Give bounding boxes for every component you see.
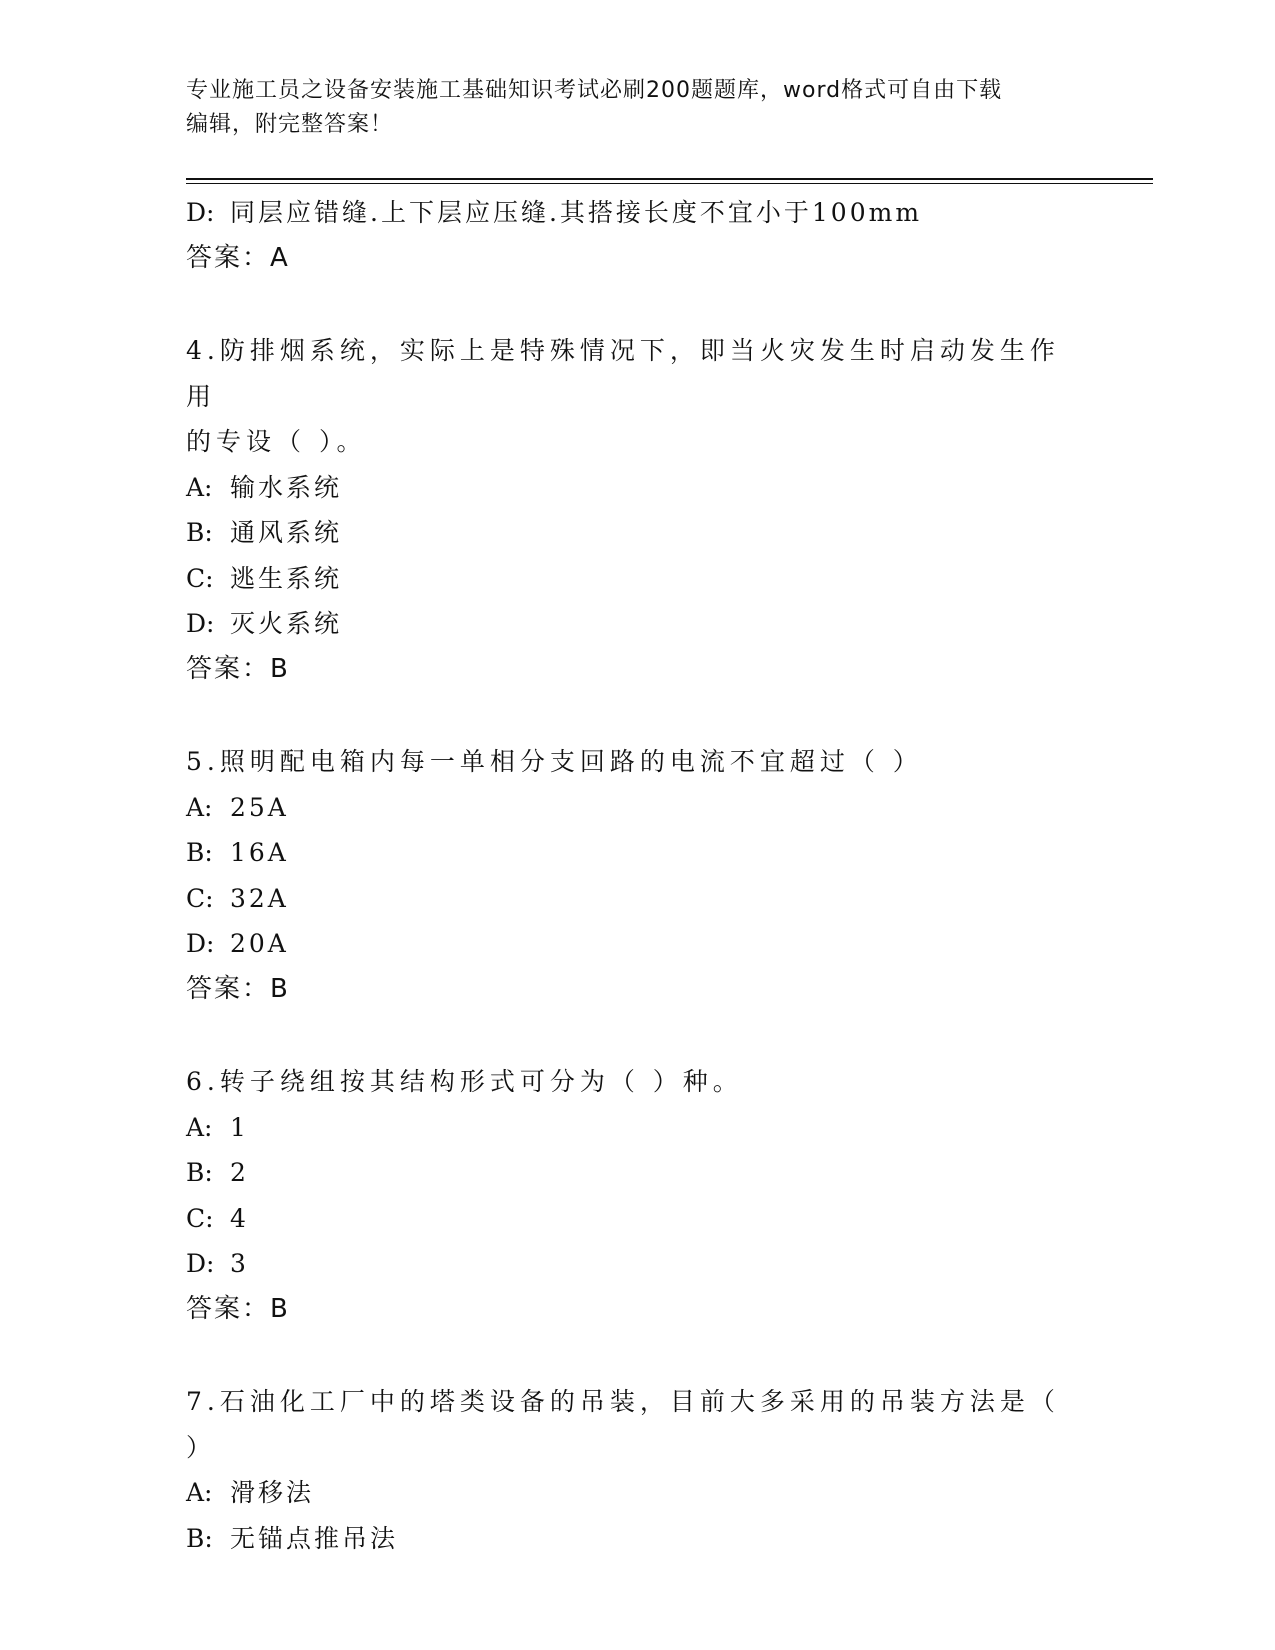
header-divider-thick (186, 178, 1153, 180)
option-text: 2 (230, 1158, 249, 1187)
option-label: B: (186, 1523, 213, 1553)
question-4-option-a (186, 465, 1086, 511)
question-5-option-d (186, 921, 1086, 967)
question-4-title-line-1: 4.防排烟系统，实际上是特殊情况下，即当火灾发生时启动发生作用 (186, 336, 1060, 411)
question-7-option-b (186, 1516, 1086, 1562)
question-4-title-line-2: 的专设（ ）。 (186, 427, 367, 456)
option-text: 20A (230, 929, 289, 958)
option-label: A: (186, 1478, 213, 1507)
question-4-option-d (186, 601, 1086, 647)
option-label: A: (186, 472, 213, 502)
option-label: B: (186, 1158, 213, 1187)
question-5-option-a (186, 785, 1086, 831)
header-title-line-2: 编辑，附完整答案！ (186, 112, 394, 137)
prev-question-option-d (186, 190, 1086, 236)
option-text: 逃生系统 (230, 563, 343, 593)
question-6-title: 6.转子绕组按其结构形式可分为（ ）种。 (186, 1067, 743, 1096)
option-label: C: (186, 883, 214, 913)
option-text: 16A (230, 838, 289, 867)
question-7 (186, 1379, 1086, 1561)
question-4-answer: 答案：B (186, 653, 290, 684)
option-label: B: (186, 838, 213, 867)
option-text: 滑移法 (230, 1478, 315, 1507)
option-text: 灭火系统 (230, 609, 343, 638)
question-6-option-b (186, 1150, 1086, 1196)
option-label: D: (186, 1249, 215, 1278)
question-5-title: 5.照明配电箱内每一单相分支回路的电流不宜超过（ ） (186, 747, 923, 776)
question-5-option-c (186, 876, 1086, 922)
option-text: 4 (230, 1203, 249, 1233)
option-text: 32A (230, 883, 289, 913)
question-6-answer: 答案：B (186, 1293, 290, 1324)
question-4 (186, 328, 1086, 692)
option-text: 无锚点推吊法 (230, 1523, 399, 1553)
option-label: D: (186, 609, 215, 638)
option-text: 同层应错缝.上下层应压缝.其搭接长度不宜小于100mm (230, 198, 923, 227)
question-7-option-a (186, 1470, 1086, 1516)
option-text: 1 (230, 1112, 249, 1142)
option-text: 通风系统 (230, 518, 343, 547)
question-5-answer: 答案：B (186, 973, 290, 1004)
option-label: A: (186, 1112, 213, 1142)
question-4-option-c (186, 556, 1086, 602)
option-label: C: (186, 563, 214, 593)
option-label: C: (186, 1203, 214, 1233)
question-6 (186, 1059, 1086, 1332)
option-label: A: (186, 792, 213, 822)
option-label: D: (186, 929, 215, 958)
document-header (186, 74, 1086, 142)
question-4-option-b (186, 510, 1086, 556)
header-title-line-1: 专业施工员之设备安装施工基础知识考试必刷200题题库，word格式可自由下载 (186, 78, 1003, 103)
question-5 (186, 739, 1086, 1012)
question-6-option-c (186, 1196, 1086, 1242)
option-text: 25A (230, 792, 289, 822)
question-list (186, 190, 1086, 1561)
prev-question-answer: 答案：A (186, 242, 290, 273)
option-text: 输水系统 (230, 472, 343, 502)
option-label: D: (186, 198, 215, 227)
question-7-title: 7.石油化工厂中的塔类设备的吊装，目前大多采用的吊装方法是（ ） (186, 1387, 1060, 1462)
question-6-option-d (186, 1241, 1086, 1287)
header-divider-thin (186, 183, 1153, 184)
option-label: B: (186, 518, 213, 547)
option-text: 3 (230, 1249, 249, 1278)
question-6-option-a (186, 1105, 1086, 1151)
question-5-option-b (186, 830, 1086, 876)
